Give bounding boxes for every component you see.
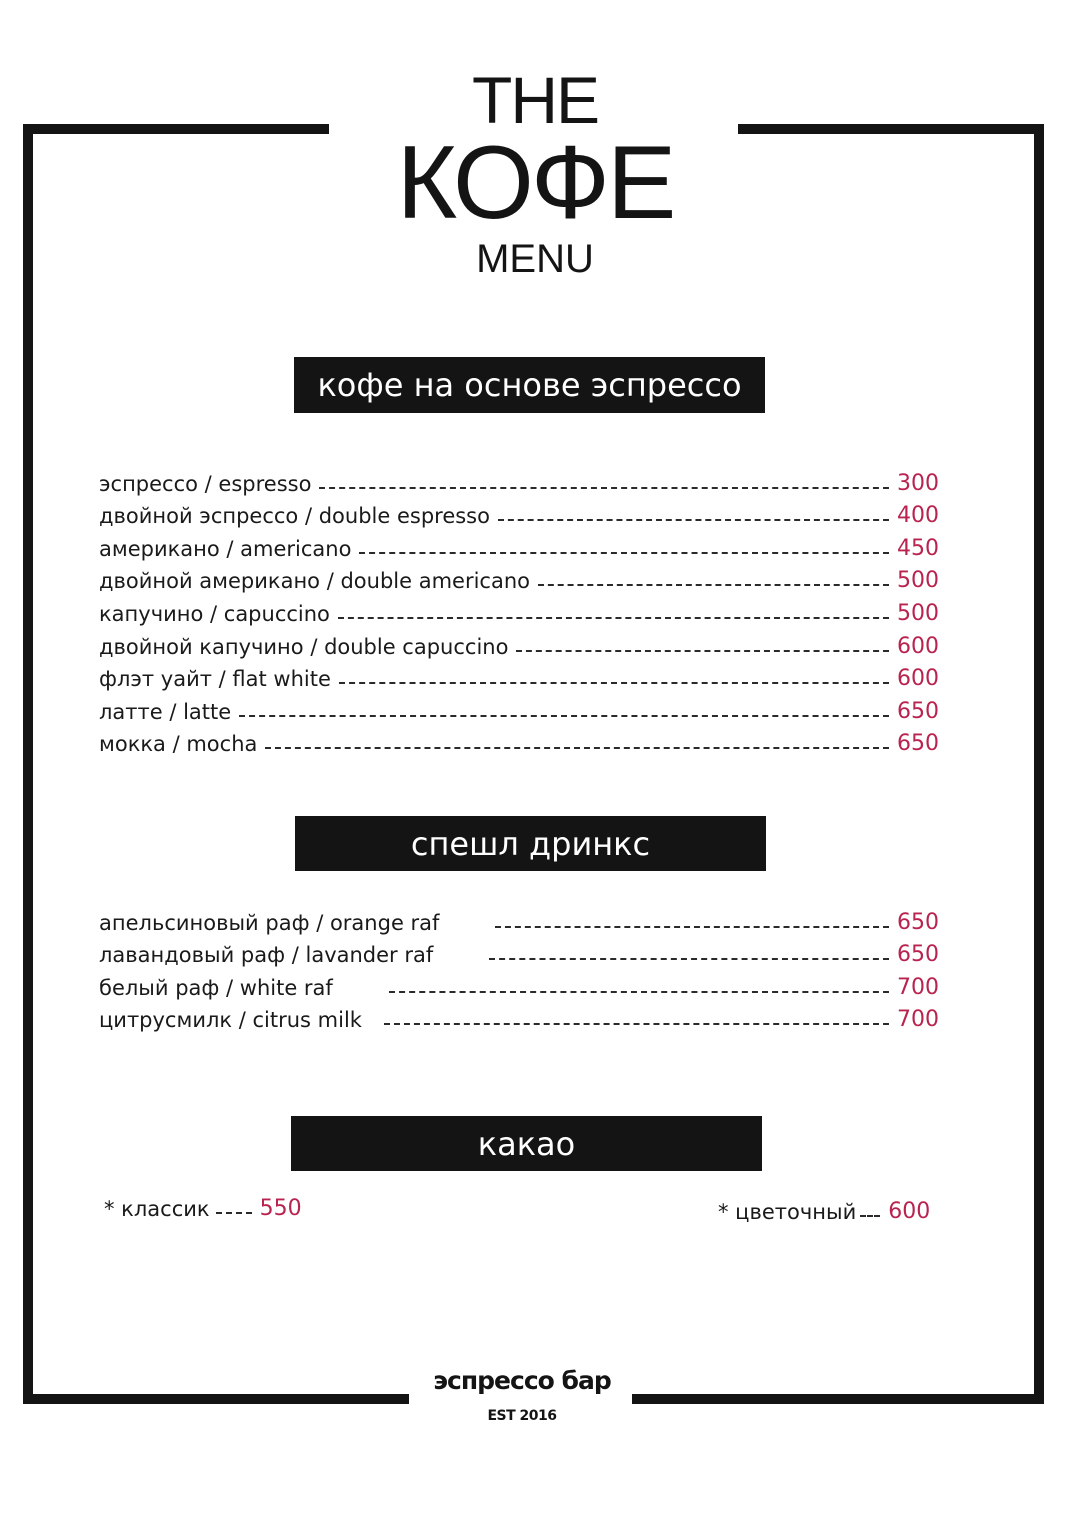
item-name: латте / latte (99, 699, 232, 724)
cocoa-item-floral (718, 1199, 930, 1224)
menu-list-espresso (99, 463, 939, 756)
cocoa-item-classic (104, 1196, 302, 1221)
item-price: 400 (897, 503, 939, 529)
menu-item (99, 626, 939, 659)
menu-item (99, 902, 939, 935)
section-header-espresso: кофе на основе эспрессо (294, 357, 765, 413)
menu-item (99, 935, 939, 968)
frame-left (23, 124, 33, 1404)
logo-kofe: КОФЕ (396, 125, 674, 241)
item-name: мокка / mocha (99, 732, 258, 757)
item-price: 650 (897, 698, 939, 724)
item-name: * классик (104, 1197, 210, 1221)
dotted-leader (384, 1023, 889, 1025)
item-price: 650 (897, 942, 939, 968)
dotted-leader (489, 958, 889, 960)
menu-item (99, 967, 939, 1000)
dotted-leader (338, 617, 889, 619)
item-price: 600 (897, 633, 939, 659)
section-header-cocoa: какао (291, 1116, 762, 1171)
menu-item (99, 659, 939, 692)
logo-menu: MENU (476, 237, 594, 281)
menu-item (99, 496, 939, 529)
frame-right (1034, 124, 1044, 1404)
menu-item (99, 593, 939, 626)
footer-brand-name: эспрессо бар (433, 1366, 611, 1395)
menu-item (99, 1000, 939, 1033)
item-name: двойной капучино / double capuccino (99, 634, 509, 659)
frame-bottom-left (23, 1394, 409, 1404)
menu-item (99, 463, 939, 496)
item-price: 500 (897, 568, 939, 594)
item-price: 600 (897, 666, 939, 692)
dotted-leader (389, 991, 889, 993)
dotted-leader (359, 552, 889, 554)
dotted-leader (239, 715, 889, 717)
item-price: 500 (897, 600, 939, 626)
item-price: 700 (897, 974, 939, 1000)
menu-item (99, 528, 939, 561)
menu-item (99, 561, 939, 594)
item-price: 450 (897, 535, 939, 561)
item-name: американо / americano (99, 536, 352, 561)
dotted-leader (516, 650, 889, 652)
dotted-leader (319, 487, 889, 489)
item-price: 550 (259, 1196, 302, 1221)
menu-item (99, 691, 939, 724)
dotted-leader (538, 584, 889, 586)
item-name: * цветочный (718, 1200, 857, 1224)
item-name: лавандовый раф / lavander raf (99, 943, 434, 968)
item-name: белый раф / white raf (99, 975, 333, 1000)
item-price: 600 (888, 1199, 931, 1224)
item-price: 650 (897, 909, 939, 935)
dotted-leader (339, 682, 889, 684)
item-name: эспрессо / espresso (99, 471, 312, 496)
dotted-leader (860, 1215, 880, 1217)
frame-bottom-right (632, 1394, 1044, 1404)
menu-list-special (99, 902, 939, 1032)
item-name: апельсиновый раф / orange raf (99, 910, 440, 935)
item-price: 650 (897, 731, 939, 757)
item-name: двойной эспрессо / double espresso (99, 504, 490, 529)
item-name: цитрусмилк / citrus milk (99, 1008, 362, 1033)
item-name: двойной американо / double americano (99, 569, 530, 594)
item-price: 700 (897, 1007, 939, 1033)
dotted-leader (498, 519, 889, 521)
footer-established: EST 2016 (487, 1408, 557, 1424)
dotted-leader (216, 1212, 252, 1214)
dotted-leader (265, 747, 889, 749)
dotted-leader (495, 926, 889, 928)
logo-the: THE (472, 63, 598, 137)
item-name: капучино / capuccino (99, 601, 330, 626)
item-name: флэт уайт / flat white (99, 667, 331, 692)
item-price: 300 (897, 470, 939, 496)
menu-item (99, 724, 939, 757)
section-header-special: спешл дринкс (295, 816, 766, 871)
